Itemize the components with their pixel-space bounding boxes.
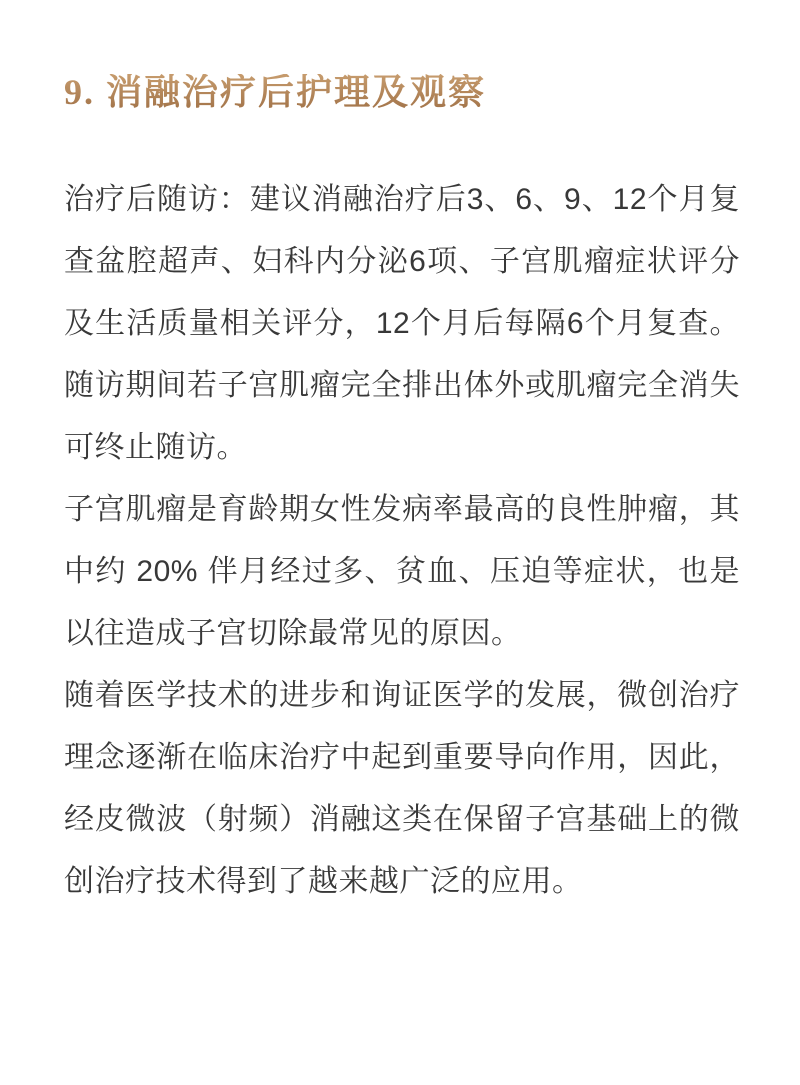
paragraph-followup-plan: 治疗后随访：建议消融治疗后3、6、9、12个月复查盆腔超声、妇科内分泌6项、子宫肌瘤症状评分及生活质量相关评分，12个月后每隔6个月复查。随访期间若子宫肌瘤完全排出体外或肌瘤完全消失可终止随访。 (64, 183, 740, 464)
article-body (64, 169, 740, 913)
paragraph-fibroid-background: 子宫肌瘤是育龄期女性发病率最高的良性肿瘤，其中约 20% 伴月经过多、贫血、压迫等症状，也是以往造成子宫切除最常见的原因。 (64, 493, 740, 650)
paragraph-minimally-invasive-trend: 随着医学技术的进步和询证医学的发展，微创治疗理念逐渐在临床治疗中起到重要导向作用，因此，经皮微波（射频）消融这类在保留子宫基础上的微创治疗技术得到了越来越广泛的应用。 (64, 679, 740, 898)
section-title: 9. 消融治疗后护理及观察 (64, 72, 487, 112)
